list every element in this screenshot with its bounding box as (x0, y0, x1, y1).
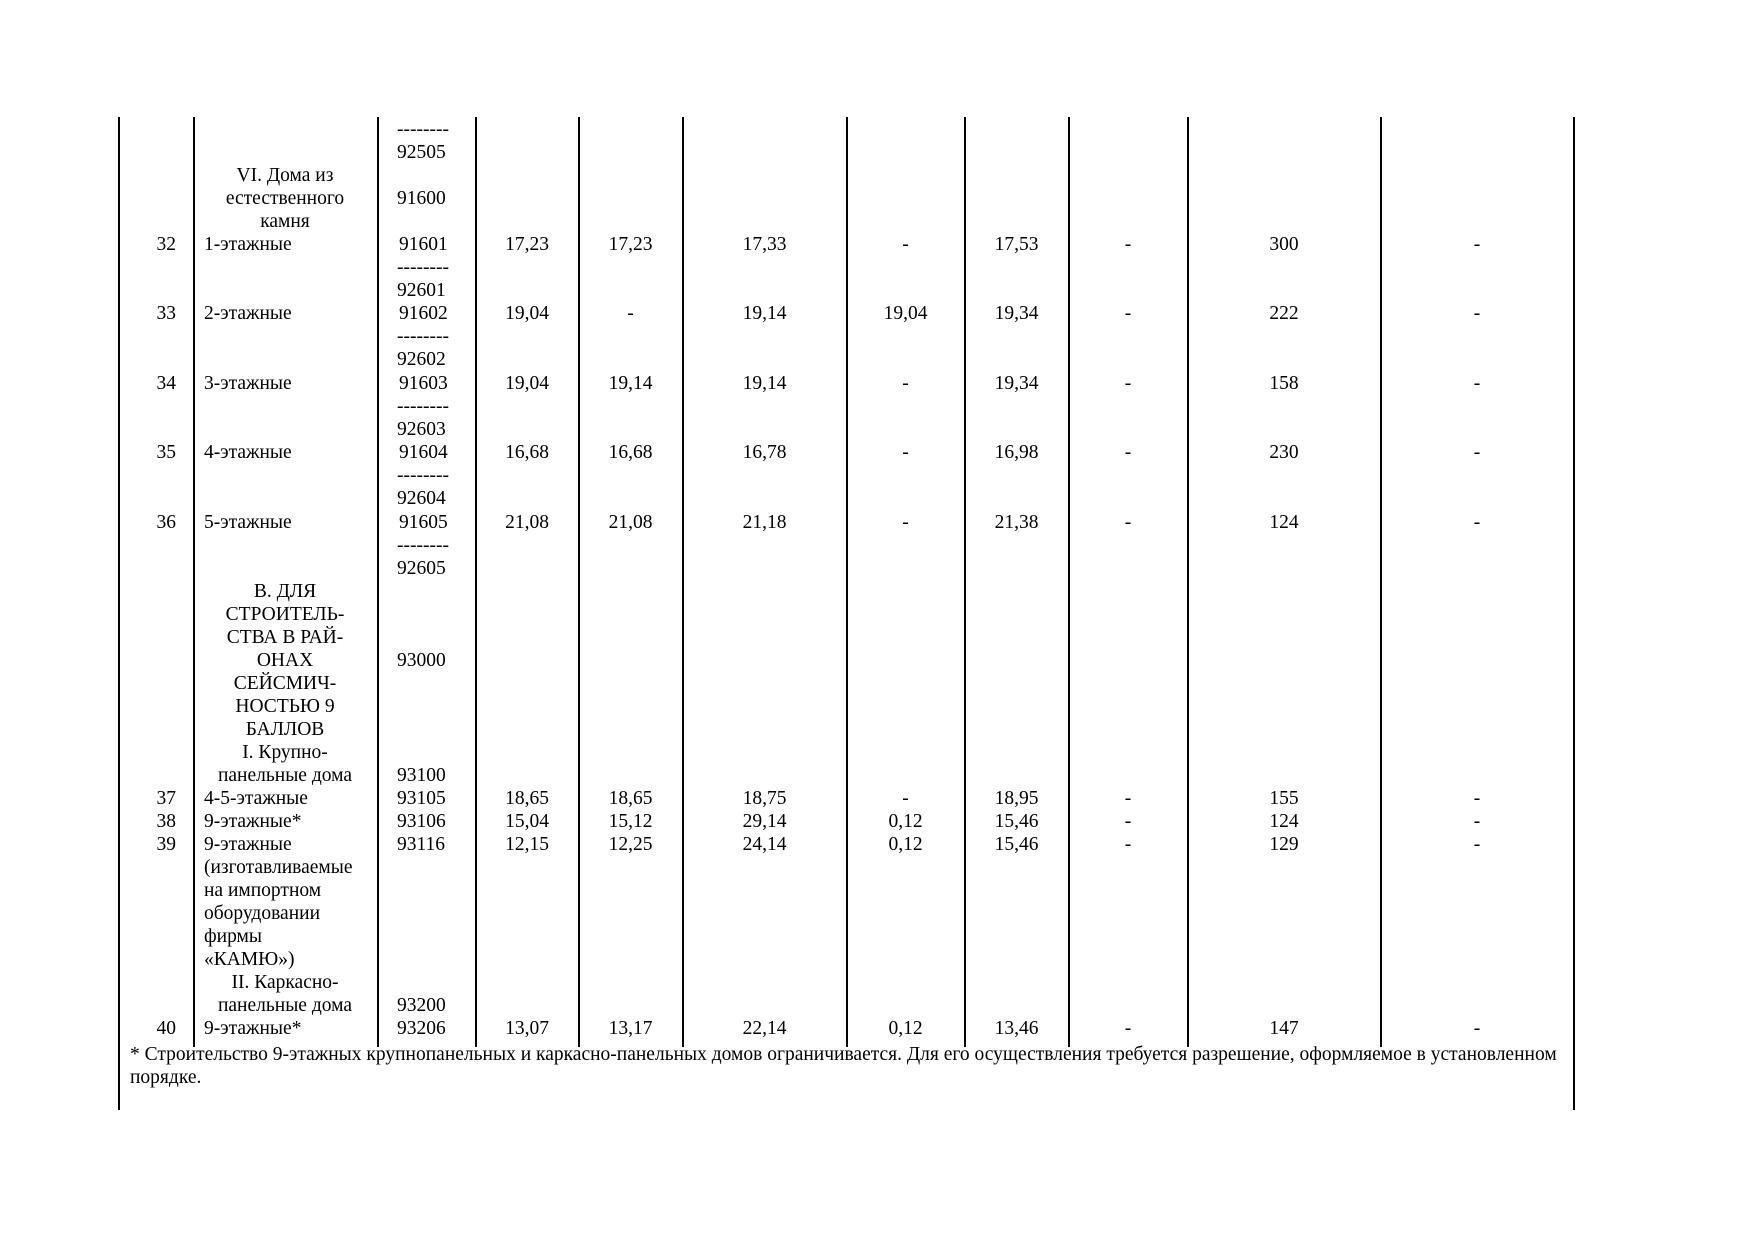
value-cell: - (902, 442, 909, 463)
row-name-continued: на импортном (204, 880, 322, 901)
footnote: * Строительство 9-этажных крупнопанельных и каркасно-панельных домов ограничивается. Для его осуществления требуется разрешение, оформляемое в установленном порядке. (130, 1044, 1557, 1088)
value-cell: - (902, 512, 909, 533)
value-cell: - (1124, 512, 1132, 533)
value-cell: - (1124, 442, 1132, 463)
row-name: 9-этажные* (204, 811, 302, 832)
column-divider (193, 117, 195, 1047)
row-name: 1-этажные (204, 234, 292, 255)
value-cell: - (1473, 234, 1481, 255)
column-divider (1380, 117, 1382, 1047)
value-cell: 18,95 (994, 788, 1039, 809)
value-cell: - (1124, 303, 1132, 324)
row-name-continued: «КАМЮ») (204, 949, 295, 970)
value-cell: 21,38 (994, 512, 1039, 533)
row-number: 37 (156, 788, 176, 809)
value-cell: 18,75 (742, 788, 787, 809)
code-cell: 93206 (397, 1018, 446, 1039)
value-cell: - (1473, 811, 1481, 832)
value-cell: 19,14 (742, 373, 787, 394)
value-cell: 0,12 (888, 811, 923, 832)
value-cell: - (1124, 234, 1132, 255)
column-divider (1068, 117, 1070, 1047)
value-cell: 16,78 (742, 442, 787, 463)
row-name: 9-этажные (204, 834, 292, 855)
column-divider (377, 117, 379, 1047)
value-cell: - (1473, 788, 1481, 809)
value-cell: 15,12 (608, 811, 653, 832)
code-cell: 92605 (397, 558, 446, 579)
value-cell: 15,46 (994, 811, 1039, 832)
value-cell: 18,65 (608, 788, 653, 809)
code-cell: 92603 (397, 419, 446, 440)
code-cell: 91603 (399, 373, 448, 394)
row-number: 36 (156, 512, 176, 533)
value-cell: 21,08 (608, 512, 653, 533)
value-cell: 124 (1269, 811, 1299, 832)
value-cell: 29,14 (742, 811, 787, 832)
code-cell: 93100 (397, 765, 446, 786)
row-number: 40 (156, 1018, 176, 1039)
value-cell: - (1473, 373, 1481, 394)
row-number: 39 (156, 834, 176, 855)
column-divider (578, 117, 580, 1047)
code-cell: 92601 (397, 280, 446, 301)
value-cell: 16,98 (994, 442, 1039, 463)
value-cell: - (1473, 834, 1481, 855)
value-cell: 19,04 (505, 373, 549, 394)
value-cell: 19,14 (742, 303, 787, 324)
value-cell: 19,34 (994, 303, 1039, 324)
value-cell: 17,53 (994, 234, 1039, 255)
row-number: 35 (156, 442, 176, 463)
value-cell: 222 (1269, 303, 1299, 324)
table-left-border (118, 117, 120, 1110)
value-cell: - (1124, 811, 1132, 832)
table-right-border (1573, 117, 1575, 1110)
value-cell: - (627, 303, 634, 324)
value-cell: 17,33 (742, 234, 787, 255)
value-cell: 19,04 (505, 303, 549, 324)
row-name-continued: фирмы (204, 926, 262, 947)
row-name: 3-этажные (204, 373, 292, 394)
value-cell: - (902, 373, 909, 394)
value-cell: - (1124, 373, 1132, 394)
code-cell: 92602 (397, 349, 446, 370)
value-cell: 158 (1269, 373, 1299, 394)
value-cell: 230 (1269, 442, 1299, 463)
code-cell: 93106 (397, 811, 446, 832)
row-number: 32 (156, 234, 176, 255)
row-name: 5-этажные (204, 512, 292, 533)
value-cell: 22,14 (742, 1018, 787, 1039)
value-cell: - (1473, 512, 1481, 533)
column-divider (475, 117, 477, 1047)
value-cell: 124 (1269, 512, 1299, 533)
value-cell: 0,12 (888, 1018, 923, 1039)
value-cell: 13,17 (608, 1018, 653, 1039)
row-number: 33 (156, 303, 176, 324)
value-cell: 147 (1269, 1018, 1299, 1039)
value-cell: 155 (1269, 788, 1299, 809)
code-cell: 92604 (397, 488, 446, 509)
value-cell: - (1473, 303, 1481, 324)
column-divider (964, 117, 966, 1047)
code-separator: -------- (397, 535, 449, 556)
code-cell: 93105 (397, 788, 446, 809)
code-cell: 91601 (399, 234, 448, 255)
code-separator: -------- (397, 396, 449, 417)
value-cell: - (1124, 834, 1132, 855)
row-number: 34 (156, 373, 176, 394)
row-name: 4-5-этажные (204, 788, 308, 809)
value-cell: 12,25 (608, 834, 653, 855)
value-cell: 13,46 (994, 1018, 1039, 1039)
value-cell: 129 (1269, 834, 1299, 855)
section-heading: В. ДЛЯ СТРОИТЕЛЬ-СТВА В РАЙ-ОНАХ СЕЙСМИЧ-НОСТЬЮ 9 БАЛЛОВ (225, 581, 345, 740)
value-cell: 19,34 (994, 373, 1039, 394)
value-cell: - (902, 788, 909, 809)
value-cell: - (1473, 1018, 1481, 1039)
row-number: 38 (156, 811, 176, 832)
code-cell: 91600 (397, 188, 446, 209)
value-cell: 17,23 (608, 234, 653, 255)
code-cell: 91604 (399, 442, 448, 463)
value-cell: 19,14 (608, 373, 653, 394)
row-name-continued: (изготавливаемые (204, 857, 353, 878)
column-divider (1187, 117, 1189, 1047)
value-cell: 18,65 (505, 788, 549, 809)
value-cell: 300 (1269, 234, 1299, 255)
value-cell: 15,46 (994, 834, 1039, 855)
column-divider (682, 117, 684, 1047)
value-cell: - (1124, 1018, 1132, 1039)
row-name: 2-этажные (204, 303, 292, 324)
value-cell: 19,04 (883, 303, 928, 324)
column-divider (846, 117, 848, 1047)
section-heading: I. Крупно-панельные дома (217, 742, 353, 786)
code-cell: 91602 (399, 303, 448, 324)
value-cell: 15,04 (505, 811, 549, 832)
value-cell: - (1124, 788, 1132, 809)
code-separator: -------- (397, 326, 449, 347)
value-cell: 17,23 (505, 234, 549, 255)
section-heading: VI. Дома из естественного камня (225, 165, 345, 232)
value-cell: 16,68 (505, 442, 549, 463)
value-cell: 21,18 (742, 512, 787, 533)
value-cell: 12,15 (505, 834, 549, 855)
code-separator: -------- (397, 465, 449, 486)
section-heading: II. Каркасно-панельные дома (217, 972, 353, 1016)
value-cell: 0,12 (888, 834, 923, 855)
code-separator: -------- (397, 119, 449, 140)
code-cell: 91605 (399, 512, 448, 533)
code-cell: 93000 (397, 650, 446, 671)
value-cell: - (1473, 442, 1481, 463)
code-separator: -------- (397, 257, 449, 278)
row-name: 4-этажные (204, 442, 292, 463)
value-cell: 21,08 (505, 512, 549, 533)
value-cell: - (902, 234, 909, 255)
code-cell: 93200 (397, 995, 446, 1016)
row-name: 9-этажные* (204, 1018, 302, 1039)
code-cell: 93116 (397, 834, 446, 855)
code-cell: 92505 (397, 142, 446, 163)
value-cell: 13,07 (505, 1018, 549, 1039)
value-cell: 24,14 (742, 834, 787, 855)
row-name-continued: оборудовании (204, 903, 321, 924)
value-cell: 16,68 (608, 442, 653, 463)
